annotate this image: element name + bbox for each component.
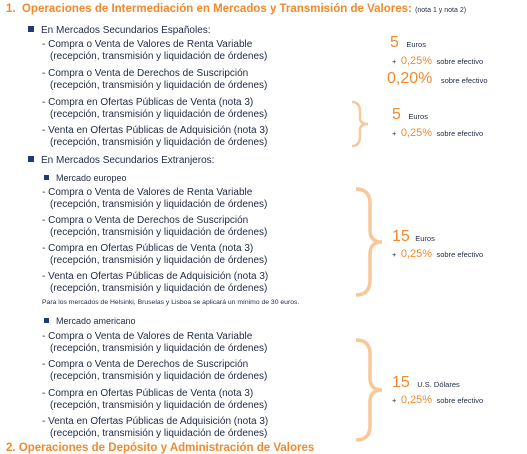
fee-label: sobre efectivo <box>436 396 484 405</box>
fee-block <box>390 34 426 52</box>
bullet-square-icon <box>28 156 34 162</box>
plus-sign: + <box>392 250 397 259</box>
spanish-markets-heading <box>28 25 211 36</box>
item-subtitle: (recepción, transmisión y liquidación de órdenes) <box>50 226 268 238</box>
section-note: (nota 1 y nota 2) <box>415 7 467 14</box>
fee-pct: 0,25% <box>400 394 433 406</box>
heading-text: Mercado americano <box>56 316 136 326</box>
fee-pct: 0,25% <box>400 127 433 139</box>
item-subtitle: (recepción, transmisión y liquidación de órdenes) <box>50 79 268 91</box>
heading-text: Mercado europeo <box>56 173 127 183</box>
section-number: 1. <box>6 3 16 15</box>
item-title: - Venta en Ofertas Públicas de Adquisición (nota 3) <box>42 416 269 427</box>
brace-icon <box>352 337 386 443</box>
item-title: - Venta en Ofertas Públicas de Adquisición (nota 3) <box>42 271 269 282</box>
fee-percent <box>392 390 483 408</box>
bullet-square-icon <box>44 318 49 323</box>
list-item <box>42 243 267 266</box>
heading-text: En Mercados Secundarios Españoles: <box>41 25 211 36</box>
fee-amount: 5 <box>390 34 399 51</box>
item-subtitle: (recepción, transmisión y liquidación de órdenes) <box>50 198 268 210</box>
fee-amount: 15 <box>392 374 410 391</box>
fee-percent <box>392 51 483 69</box>
brace-icon <box>348 100 372 148</box>
fee-unit: Euros <box>408 112 428 121</box>
heading-text: En Mercados Secundarios Extranjeros: <box>41 155 215 166</box>
item-title: - Compra en Ofertas Públicas de Venta (nota 3) <box>42 97 254 108</box>
plus-sign: + <box>392 396 397 405</box>
brace-icon <box>352 186 386 298</box>
item-title: - Compra o Venta de Derechos de Suscripción <box>42 215 249 226</box>
item-title: - Venta en Ofertas Públicas de Adquisición (nota 3) <box>42 125 269 136</box>
item-title: - Compra o Venta de Derechos de Suscripción <box>42 359 249 370</box>
item-subtitle: (recepción, transmisión y liquidación de órdenes) <box>50 282 268 294</box>
fee-block <box>387 70 488 88</box>
item-title: - Compra o Venta de Valores de Renta Variable <box>42 187 253 198</box>
bullet-square-icon <box>28 26 34 32</box>
foreign-markets-heading <box>28 155 214 166</box>
fee-label: sobre efectivo <box>436 250 484 259</box>
list-item <box>42 68 267 91</box>
item-title: - Compra o Venta de Valores de Renta Variable <box>42 331 253 342</box>
item-title: - Compra en Ofertas Públicas de Venta (nota 3) <box>42 243 254 254</box>
list-item <box>42 388 267 411</box>
fee-amount: 15 <box>392 228 410 245</box>
fee-pct: 0,25% <box>400 248 433 260</box>
bullet-square-icon <box>44 175 49 180</box>
plus-sign: + <box>392 129 397 138</box>
list-item <box>42 97 267 120</box>
plus-sign: + <box>392 57 397 66</box>
list-item <box>42 416 268 439</box>
fee-amount: 5 <box>392 106 401 123</box>
item-subtitle: (recepción, transmisión y liquidación de órdenes) <box>50 254 268 266</box>
footnote: Para los mercados de Helsinki, Bruselas y Lisboa se aplicará un mínimo de 30 euros. <box>42 299 300 306</box>
item-title: - Compra en Ofertas Públicas de Venta (nota 3) <box>42 388 254 399</box>
list-item <box>42 271 268 294</box>
list-item <box>42 331 267 354</box>
fee-block <box>392 106 428 124</box>
fee-unit: Euros <box>415 234 435 243</box>
fee-pct: 0,25% <box>400 55 433 67</box>
section-2-title: 2. Operaciones de Depósito y Administración de Valores <box>6 442 315 454</box>
list-item <box>42 215 267 238</box>
list-item <box>42 359 267 382</box>
item-subtitle: (recepción, transmisión y liquidación de órdenes) <box>50 342 268 354</box>
item-subtitle: (recepción, transmisión y liquidación de órdenes) <box>50 370 268 382</box>
fee-unit: U.S. Dólares <box>417 380 460 389</box>
item-title: - Compra o Venta de Valores de Renta Variable <box>42 39 253 50</box>
item-subtitle: (recepción, transmisión y liquidación de órdenes) <box>50 50 268 62</box>
fee-label: sobre efectivo <box>436 129 484 138</box>
american-market-heading <box>44 316 136 326</box>
fee-percent <box>392 244 483 262</box>
section-1-title <box>6 3 466 15</box>
fee-percent <box>392 123 483 141</box>
fee-label: sobre efectivo <box>436 57 484 66</box>
item-subtitle: (recepción, transmisión y liquidación de órdenes) <box>50 108 268 120</box>
list-item <box>42 125 268 148</box>
item-subtitle: (recepción, transmisión y liquidación de órdenes) <box>50 427 268 439</box>
section-title-text: Operaciones de Intermediación en Mercados y Transmisión de Valores: <box>21 3 412 15</box>
item-subtitle: (recepción, transmisión y liquidación de órdenes) <box>50 136 268 148</box>
item-title: - Compra o Venta de Derechos de Suscripción <box>42 68 249 79</box>
list-item <box>42 39 267 62</box>
fee-unit: Euros <box>406 40 426 49</box>
list-item <box>42 187 267 210</box>
fee-pct: 0,20% <box>387 70 433 87</box>
item-subtitle: (recepción, transmisión y liquidación de órdenes) <box>50 399 268 411</box>
fee-label: sobre efectivo <box>440 76 488 85</box>
european-market-heading <box>44 173 127 183</box>
